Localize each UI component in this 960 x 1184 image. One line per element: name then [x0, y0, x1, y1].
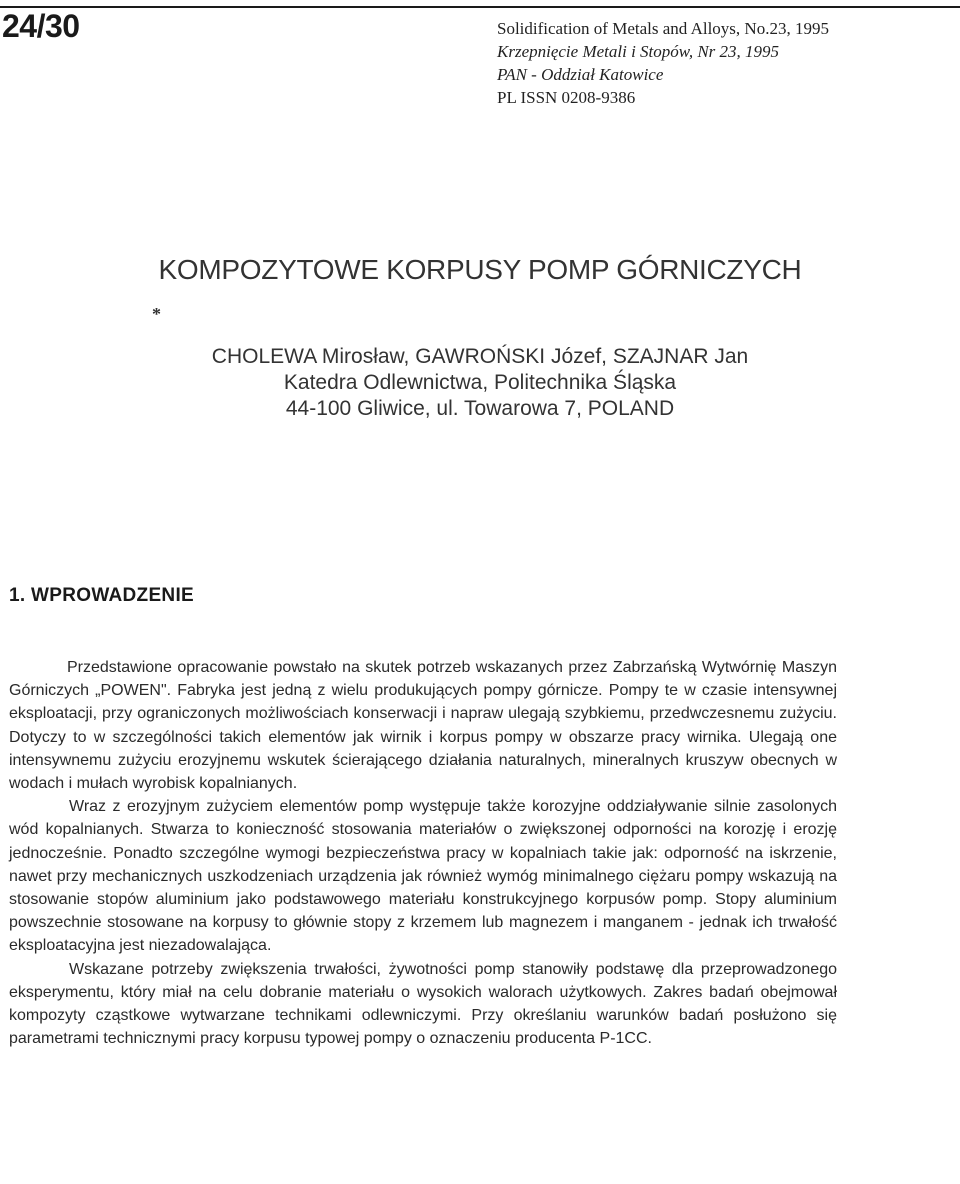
journal-header — [497, 17, 829, 109]
paragraph-2: Wraz z erozyjnym zużyciem elementów pomp występuje także korozyjne oddziaływanie silnie zasolonych wód kopalnianych. Stwarza to konieczność stosowania materiałów o zwiększonej odporności na korozję i erozję jednocześnie. Ponadto szczególne wymogi bezpieczeństwa pracy w kopalniach takie jak: odporność na iskrzenie, nawet przy mechanicznych uszkodzeniach urządzenia jak również wymóg minimalnego ciężaru pompy wskazują na stosowanie stopów aluminium jako podstawowego materiału konstrukcyjnego korpusów pomp. Stopy aluminium powszechnie stosowane na korpusy to głównie stopy z krzemem lub magnezem i manganem - jednak ich trwałość eksploatacyjna jest niezadowalająca. — [9, 798, 837, 955]
journal-publisher: PAN - Oddział Katowice — [497, 65, 664, 84]
page-number: 24/30 — [2, 8, 80, 44]
journal-title-en: Solidification of Metals and Alloys, No.23, 1995 — [497, 19, 829, 38]
journal-title-pl: Krzepnięcie Metali i Stopów, Nr 23, 1995 — [497, 42, 780, 61]
top-rule — [0, 6, 960, 8]
paragraph-1: Przedstawione opracowanie powstało na skutek potrzeb wskazanych przez Zabrzańską Wytwórnię Maszyn Górniczych „POWEN". Fabryka jest jedną z wielu produkujących pompy górnicze. Pompy te w czasie intensywnej eksploatacji, przy ograniczonych możliwościach konserwacji i napraw ulegają szybkiemu, przedwczesnemu zużyciu. Dotyczy to w szczególności takich elementów jak wirnik i korpus pompy w obszarze pracy wirnika. Ulegają one intensywnemu zużyciu erozyjnemu wskutek ścierającego działania naturalnych, mineralnych kruszyw obecnych w wodach i mułach wyrobisk kopalnianych. — [9, 659, 837, 793]
author-block — [0, 344, 960, 422]
paper-title: KOMPOZYTOWE KORPUSY POMP GÓRNICZYCH — [158, 254, 802, 285]
journal-issn: PL ISSN 0208-9386 — [497, 88, 636, 107]
affiliation-address: 44-100 Gliwice, ul. Towarowa 7, POLAND — [285, 397, 675, 420]
paragraph-3: Wskazane potrzeby zwiększenia trwałości, żywotności pomp stanowiły podstawę dla przeprowadzonego eksperymentu, który miał na celu dobranie materiału o wysokich walorach użytkowych. Zakres badań obejmował kompozyty cząstkowe wytwarzane technikami odlewniczymi. Przy określaniu warunków badań posłużono się parametrami technicznymi pracy korpusu typowej pompy o oznaczeniu producenta P-1CC. — [9, 960, 837, 1048]
affiliation-department: Katedra Odlewnictwa, Politechnika Śląska — [283, 371, 677, 394]
section-body — [9, 656, 837, 1050]
section-heading: 1. WPROWADZENIE — [9, 585, 195, 606]
footnote-mark: * — [152, 304, 161, 324]
authors: CHOLEWA Mirosław, GAWROŃSKI Józef, SZAJNAR Jan — [211, 345, 749, 368]
